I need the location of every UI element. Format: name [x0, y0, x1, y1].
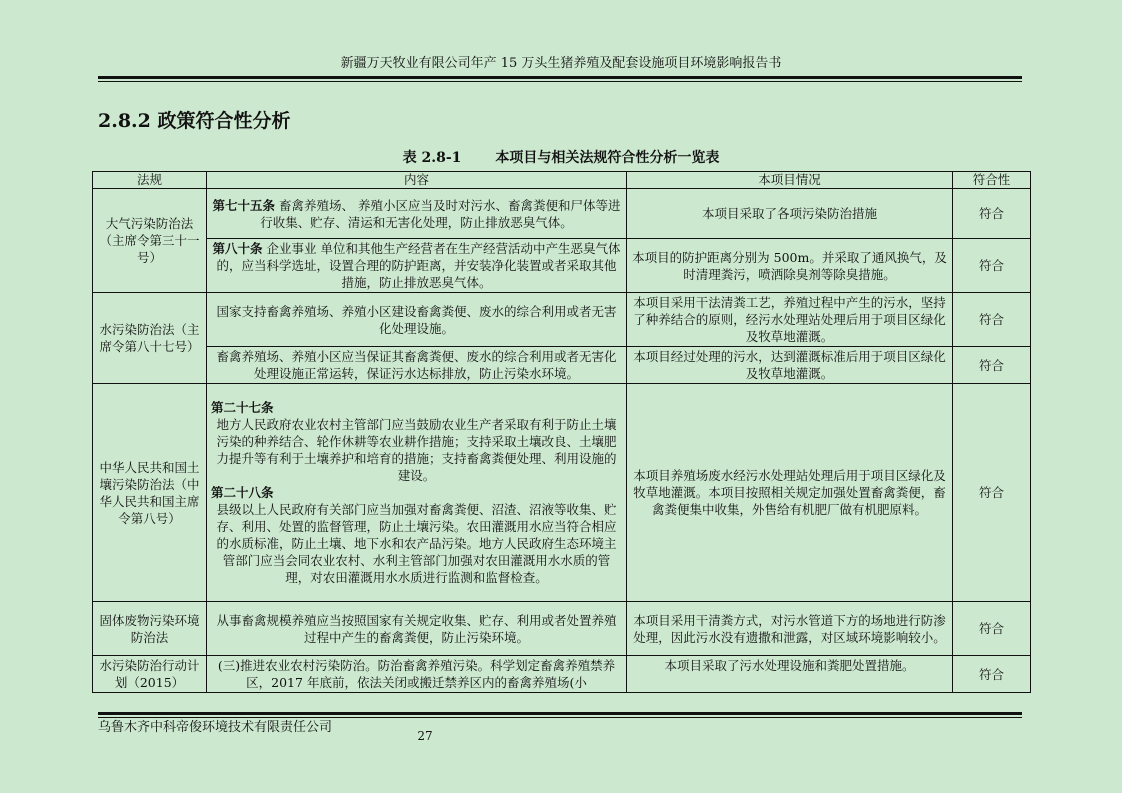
table-row [93, 239, 1031, 293]
table-row [93, 384, 1031, 602]
table-row [93, 189, 1031, 239]
law-cell: 水污染防治行动计划（2015） [93, 656, 207, 693]
compliance-cell: 符合 [953, 189, 1031, 239]
law-cell: 水污染防治法（主席令第八十七号） [93, 293, 207, 384]
column-header-content: 内容 [207, 172, 627, 189]
article-label: 第七十五条 [212, 197, 276, 213]
table-row [93, 602, 1031, 656]
content-cell [207, 189, 627, 239]
header-divider [98, 76, 1022, 82]
content-cell: (三)推进农业农村污染防治。防治畜禽养殖污染。科学划定畜禽养殖禁养区，2017 年底前，依法关闭或搬迁禁养区内的畜禽养殖场(小 [207, 656, 627, 693]
running-header: 新疆万天牧业有限公司年产 15 万头生猪养殖及配套设施项目环境影响报告书 [340, 56, 782, 71]
table-caption-text: 本项目与相关法规符合性分析一览表 [495, 150, 720, 166]
article-label: 第八十条 [212, 241, 263, 256]
footer-divider [98, 712, 1022, 718]
column-header-compliance: 符合性 [953, 172, 1031, 189]
content-cell [207, 239, 627, 293]
table-row [93, 347, 1031, 384]
law-cell: 中华人民共和国土壤污染防治法（中华人民共和国主席令第八号） [93, 384, 207, 602]
compliance-cell: 符合 [953, 656, 1031, 693]
content-text: 地方人民政府农业农村主管部门应当鼓励农业生产者采取有利于防止土壤污染的种养结合、轮作休耕等农业耕作措施；支持采取土壤改良、土壤肥力提升等有利于土壤养护和培育的措施；支持畜禽粪便处理、利用设施的建设。 [216, 417, 617, 483]
content-cell: 从事畜禽规模养殖应当按照国家有关规定收集、贮存、利用或者处置养殖过程中产生的畜禽粪便，防止污染环境。 [207, 602, 627, 656]
status-cell: 本项目采取了污水处理设施和粪肥处置措施。 [627, 656, 953, 693]
content-text: 企业事业 单位和其他生产经营者在生产经营活动中产生恶臭气体的，应当科学选址，设置合理的防护距离，并安装净化装置或者采取其他措施，防止排放恶臭气体。 [216, 241, 621, 290]
content-text: 县级以上人民政府有关部门应当加强对畜禽粪便、沼渣、沼液等收集、贮存、利用、处置的监督管理，防止土壤污染。农田灌溉用水应当符合相应的水质标准，防止土壤、地下水和农产品污染。地方人民政府生态环境主管部门应当会同农业农村、水利主管部门加强对农田灌溉用水水质的管理，对农田灌溉用水水质进行监测和监督检查。 [216, 502, 617, 585]
column-header-law: 法规 [93, 172, 207, 189]
law-cell: 大气污染防治法（主席令第三十一号） [93, 189, 207, 293]
content-cell: 国家支持畜禽养殖场、养殖小区建设畜禽粪便、废水的综合利用或者无害化处理设施。 [207, 293, 627, 347]
compliance-cell: 符合 [953, 239, 1031, 293]
content-cell: 畜禽养殖场、养殖小区应当保证其畜禽粪便、废水的综合利用或者无害化处理设施正常运转，保证污水达标排放，防止污染水环境。 [207, 347, 627, 384]
table-caption [0, 148, 1122, 168]
status-cell: 本项目养殖场废水经污水处理站处理后用于项目区绿化及牧草地灌溉。本项目按照相关规定加强处置畜禽粪便，畜禽粪便集中收集，外售给有机肥厂做有机肥原料。 [627, 384, 953, 602]
section-title: 2.8.2 政策符合性分析 [98, 110, 291, 132]
compliance-cell: 符合 [953, 384, 1031, 602]
compliance-cell: 符合 [953, 293, 1031, 347]
status-cell: 本项目采取了各项污染防治措施 [627, 189, 953, 239]
content-text: 畜禽养殖场、 养殖小区应当及时对污水、畜禽粪便和尸体等进行收集、贮存、清运和无害化处理，防止排放恶臭气体。 [260, 197, 621, 230]
article-label: 第二十八条 [211, 485, 274, 500]
content-cell [207, 384, 627, 602]
status-cell: 本项目的防护距离分别为 500m。并采取了通风换气，及时清理粪污，喷洒除臭剂等除臭措施。 [627, 239, 953, 293]
status-cell: 本项目采用干清粪方式，对污水管道下方的场地进行防渗处理，因此污水没有遗撒和泄露，对区域环境影响较小。 [627, 602, 953, 656]
status-cell: 本项目经过处理的污水，达到灌溉标准后用于项目区绿化及牧草地灌溉。 [627, 347, 953, 384]
compliance-cell: 符合 [953, 347, 1031, 384]
compliance-cell: 符合 [953, 602, 1031, 656]
column-header-status: 本项目情况 [627, 172, 953, 189]
table-row [93, 656, 1031, 693]
status-cell: 本项目采用干法清粪工艺，养殖过程中产生的污水，坚持了种养结合的原则，经污水处理站处理后用于项目区绿化及牧草地灌溉。 [627, 293, 953, 347]
table-header-row [93, 172, 1031, 189]
page-number: 27 [417, 729, 433, 743]
compliance-table [92, 171, 1031, 693]
table-row [93, 293, 1031, 347]
law-cell: 固体废物污染环境防治法 [93, 602, 207, 656]
footer-company: 乌鲁木齐中科帝俊环境技术有限责任公司 [98, 720, 333, 735]
article-label: 第二十七条 [211, 400, 274, 415]
table-caption-number: 表 2.8-1 [402, 150, 462, 166]
